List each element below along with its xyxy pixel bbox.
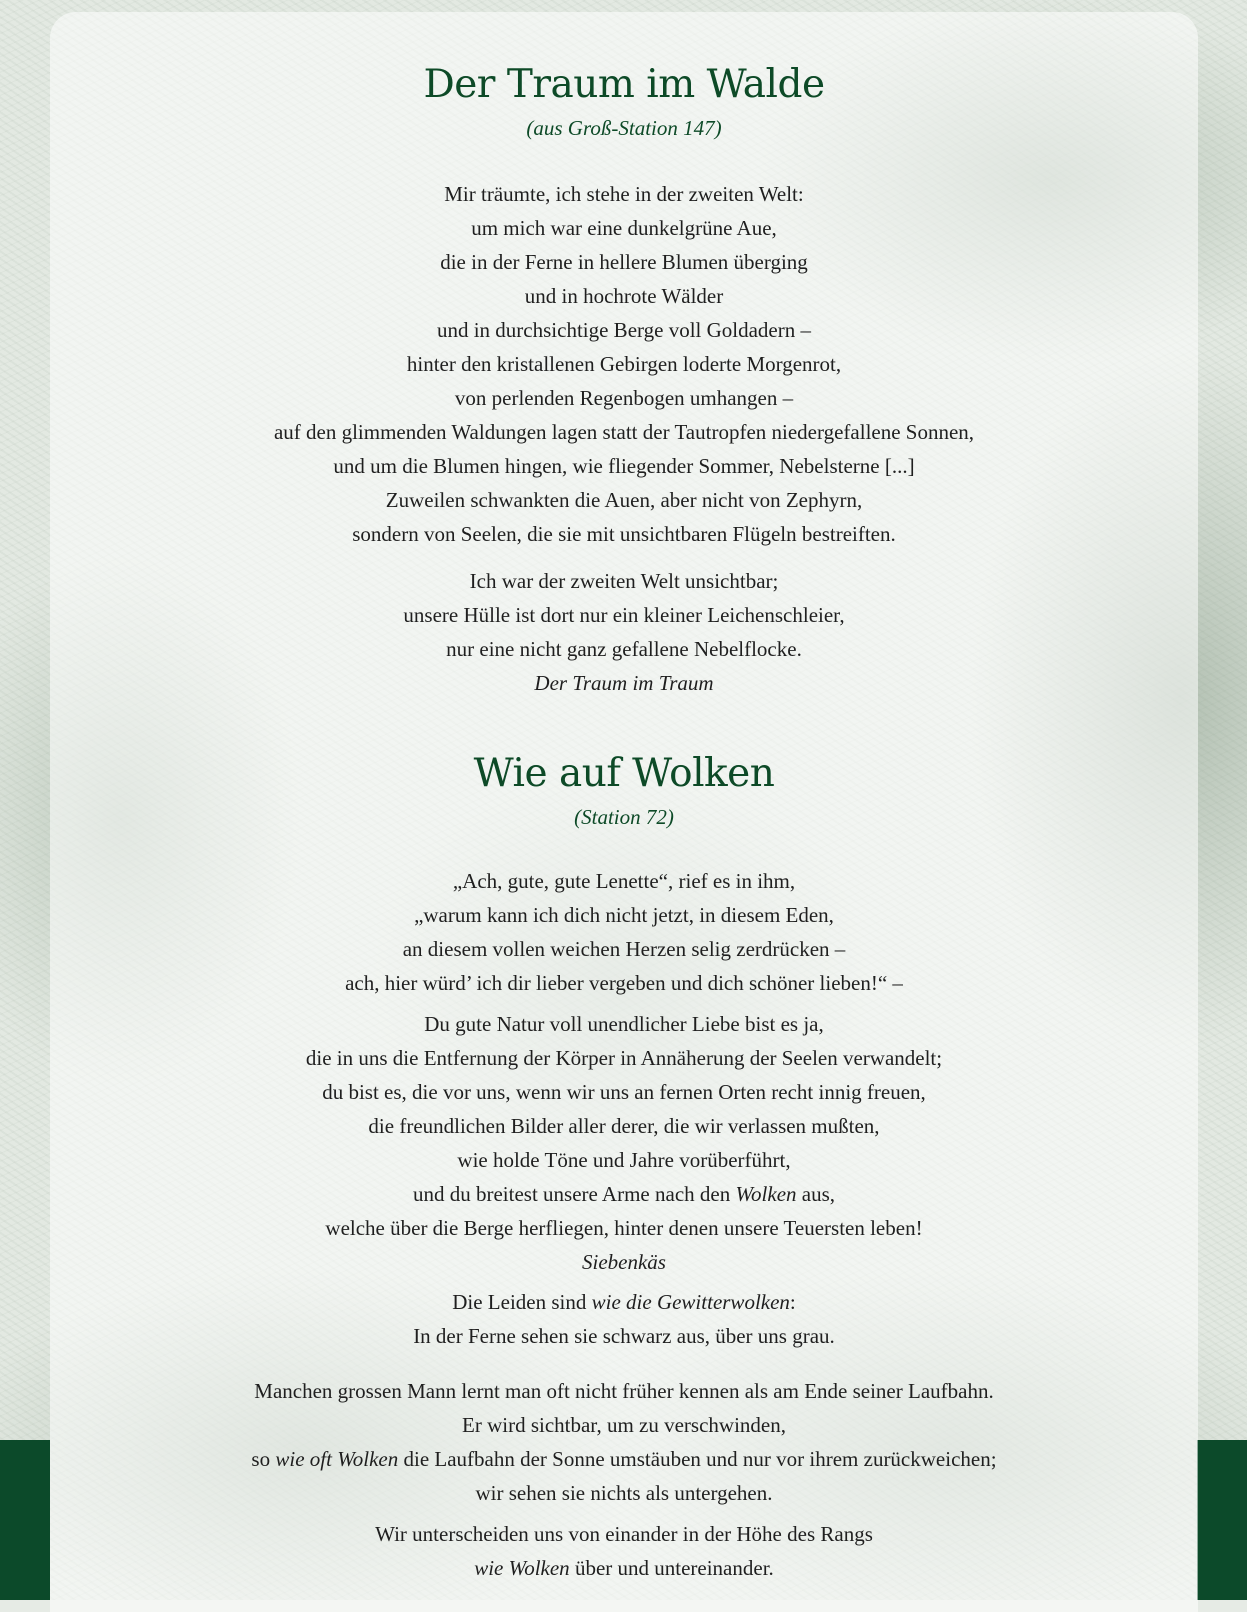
- section2-stanza1: [50, 864, 1198, 1000]
- verse-line: die in uns die Entfernung der Körper in Annäherung der Seelen verwandelt;: [305, 1046, 943, 1070]
- section2-stanza5: [50, 1517, 1198, 1585]
- verse-text: und du breitest unsere Arme nach den: [412, 1182, 736, 1206]
- verse-line: In der Ferne sehen sie schwarz aus, über uns grau.: [413, 1324, 835, 1348]
- verse-line: Er wird sichtbar, um zu verschwinden,: [462, 1413, 786, 1437]
- verse-line: Zuweilen schwankten die Auen, aber nicht von Zephyrn,: [385, 488, 863, 512]
- verse-line: „warum kann ich dich nicht jetzt, in diesem Eden,: [414, 903, 834, 927]
- verse-line: und in durchsichtige Berge voll Goldadern –: [436, 318, 812, 342]
- verse-text: die Laufbahn der Sonne umstäuben und nur vor ihrem zurückweichen;: [398, 1447, 997, 1471]
- section1-stanza1: [50, 177, 1198, 551]
- verse-line: hinter den kristallenen Gebirgen loderte Morgenrot,: [406, 352, 842, 376]
- verse-line: an diesem vollen weichen Herzen selig zerdrücken –: [402, 937, 846, 961]
- section1-title: Der Traum im Walde: [423, 62, 825, 107]
- verse-line: die freundlichen Bilder aller derer, die wir verlassen mußten,: [368, 1114, 880, 1138]
- verse-line: Ich war der zweiten Welt unsichtbar;: [469, 569, 779, 593]
- verse-line: „Ach, gute, gute Lenette“, rief es in ihm,: [452, 869, 796, 893]
- page-content: [50, 0, 1198, 1600]
- verse-emphasis: Wolken: [735, 1182, 797, 1206]
- section2-stanza4: [50, 1374, 1198, 1510]
- verse-line: Manchen grossen Mann lernt man oft nicht früher kennen als am Ende seiner Laufbahn.: [254, 1379, 994, 1403]
- section1-subtitle: (aus Groß-Station 147): [526, 116, 722, 140]
- verse-emphasis: wie oft Wolken: [275, 1447, 399, 1471]
- section2-title: Wie auf Wolken: [473, 751, 775, 796]
- verse-emphasis: wie die Gewitterwolken: [591, 1290, 790, 1314]
- verse-line: von perlenden Regenbogen umhangen –: [454, 386, 794, 410]
- verse-line: nur eine nicht ganz gefallene Nebelflocke.: [446, 637, 802, 661]
- verse-line: auf den glimmenden Waldungen lagen statt der Tautropfen niedergefallene Sonnen,: [273, 420, 975, 444]
- section2-stanza2: [50, 1007, 1198, 1279]
- verse-text: Die Leiden sind: [452, 1290, 592, 1314]
- verse-line: unsere Hülle ist dort nur ein kleiner Leichenschleier,: [403, 603, 845, 627]
- verse-line: [50, 1442, 1198, 1476]
- verse-line: [50, 1177, 1198, 1211]
- verse-line: welche über die Berge herfliegen, hinter denen unsere Teuersten leben!: [325, 1216, 923, 1240]
- section2-subtitle: (Station 72): [574, 805, 674, 829]
- verse-line: um mich war eine dunkelgrüne Aue,: [471, 216, 777, 240]
- verse-line: [50, 1285, 1198, 1319]
- source-citation: Siebenkäs: [582, 1250, 666, 1274]
- verse-text: über und untereinander.: [569, 1556, 774, 1580]
- verse-text: so: [251, 1447, 276, 1471]
- verse-line: du bist es, die vor uns, wenn wir uns an fernen Orten recht innig freuen,: [322, 1080, 926, 1104]
- verse-line: und um die Blumen hingen, wie fliegender Sommer, Nebelsterne [...]: [333, 454, 915, 478]
- section1-stanza2: [50, 564, 1198, 700]
- green-band-right: [1197, 1440, 1247, 1600]
- verse-emphasis: wie Wolken: [474, 1556, 570, 1580]
- section2-stanza3: [50, 1285, 1198, 1353]
- verse-text: aus,: [796, 1182, 836, 1206]
- verse-line: ach, hier würd’ ich dir lieber vergeben und dich schöner lieben!“ –: [345, 971, 903, 995]
- verse-line: [50, 1551, 1198, 1585]
- verse-line: die in der Ferne in hellere Blumen überging: [440, 250, 808, 274]
- source-citation: Der Traum im Traum: [534, 671, 714, 695]
- verse-text: :: [789, 1290, 796, 1314]
- verse-line: Mir träumte, ich stehe in der zweiten Welt:: [444, 182, 804, 206]
- verse-line: Wir unterscheiden uns von einander in der Höhe des Rangs: [375, 1522, 873, 1546]
- verse-line: wir sehen sie nichts als untergehen.: [475, 1481, 773, 1505]
- verse-line: und in hochrote Wälder: [524, 284, 724, 308]
- verse-line: sondern von Seelen, die sie mit unsichtbaren Flügeln bestreiften.: [352, 522, 896, 546]
- green-band-left: [0, 1440, 50, 1600]
- verse-line: Du gute Natur voll unendlicher Liebe bist es ja,: [424, 1012, 824, 1036]
- verse-line: wie holde Töne und Jahre vorüberführt,: [457, 1148, 791, 1172]
